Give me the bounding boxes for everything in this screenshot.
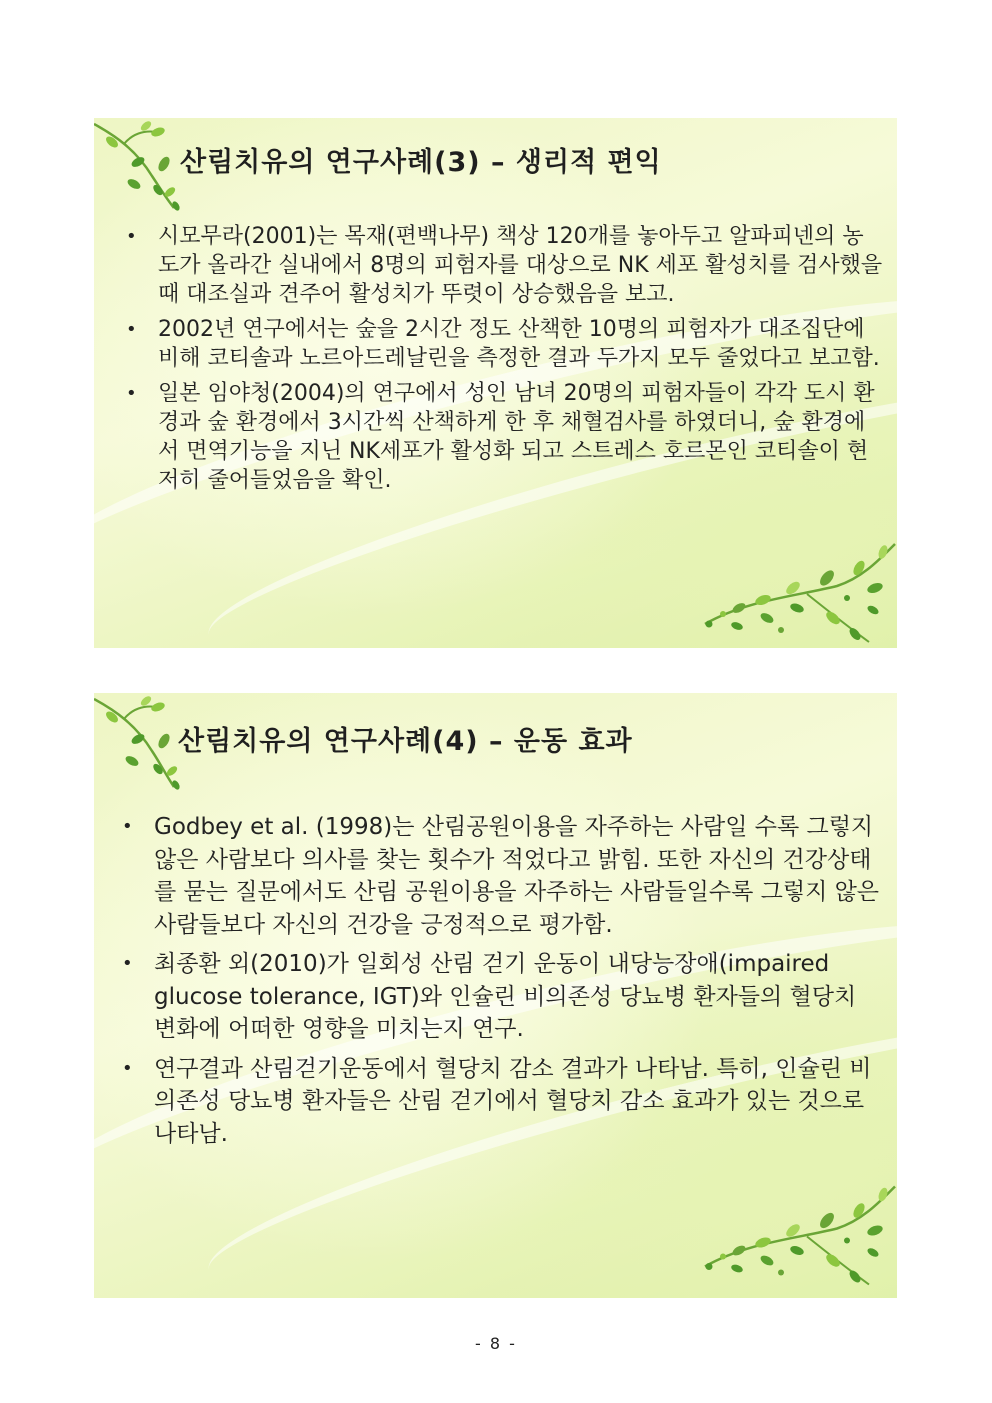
vine-bottom-right-icon — [697, 1178, 897, 1293]
slide-title: 산림치유의 연구사례(4) – 운동 효과 — [178, 726, 633, 757]
bullet-text: Godbey et al. (1998)는 산림공원이용을 자주하는 사람일 수록 그렇지 않은 사람보다 의사를 찾는 횟수가 적었다고 밝힘. 또한 자신의 건강상태를 묻는 질문에서도 산림 공원이용을 자주하는 사람들일수록 그렇지 않은 사람들보다 자신의 건강을 긍정적으로 평가함. — [154, 814, 880, 938]
bullet-icon: • — [122, 816, 133, 837]
vine-top-left-icon — [94, 118, 189, 213]
list-item — [124, 379, 884, 495]
list-item — [120, 811, 880, 941]
vine-bottom-right-icon — [697, 538, 897, 648]
bullet-list — [120, 811, 880, 1157]
list-item — [124, 315, 884, 373]
bullet-text: 최종환 외(2010)가 일회성 산림 걷기 운동이 내당능장애(impaired glucose tolerance, IGT)와 인슐린 비의존성 당뇨병 환자들의 혈당치 변화에 어떠한 영향을 미치는지 연구. — [154, 951, 857, 1042]
bullet-icon: • — [126, 226, 137, 247]
slide-2 — [94, 693, 897, 1298]
vine-top-left-icon — [94, 693, 189, 793]
list-item — [120, 1053, 880, 1151]
list-item — [120, 948, 880, 1046]
page-number: - 8 - — [475, 1334, 517, 1353]
bullet-text: 2002년 연구에서는 숲을 2시간 정도 산책한 10명의 피험자가 대조집단에 비해 코티솔과 노르아드레날린을 측정한 결과 두가지 모두 줄었다고 보고함. — [158, 317, 880, 371]
bullet-list — [124, 222, 884, 501]
slide-1 — [94, 118, 897, 648]
bullet-text: 연구결과 산림걷기운동에서 혈당치 감소 결과가 나타남. 특히, 인슐린 비의존성 당뇨병 환자들은 산림 걷기에서 혈당치 감소 효과가 있는 것으로 나타남. — [154, 1055, 872, 1147]
bullet-icon: • — [122, 953, 133, 974]
bullet-text: 일본 임야청(2004)의 연구에서 성인 남녀 20명의 피험자들이 각각 도시 환경과 숲 환경에서 3시간씩 산책하게 한 후 채혈검사를 하였더니, 숲 환경에서 면역기능을 지닌 NK세포가 활성화 되고 스트레스 호르몬인 코티솔이 현저히 줄어들었음을 확인. — [158, 381, 875, 493]
bullet-icon: • — [126, 319, 137, 340]
bullet-icon: • — [126, 383, 137, 404]
bullet-text: 시모무라(2001)는 목재(편백나무) 책상 120개를 놓아두고 알파피넨의 농도가 올라간 실내에서 8명의 피험자를 대상으로 NK 세포 활성치를 검사했을 때 대조실과 견주어 활성치가 뚜렷이 상승했음을 보고. — [158, 224, 883, 307]
bullet-icon: • — [122, 1057, 133, 1079]
list-item — [124, 222, 884, 309]
slide-title: 산림치유의 연구사례(3) – 생리적 편익 — [180, 147, 662, 178]
